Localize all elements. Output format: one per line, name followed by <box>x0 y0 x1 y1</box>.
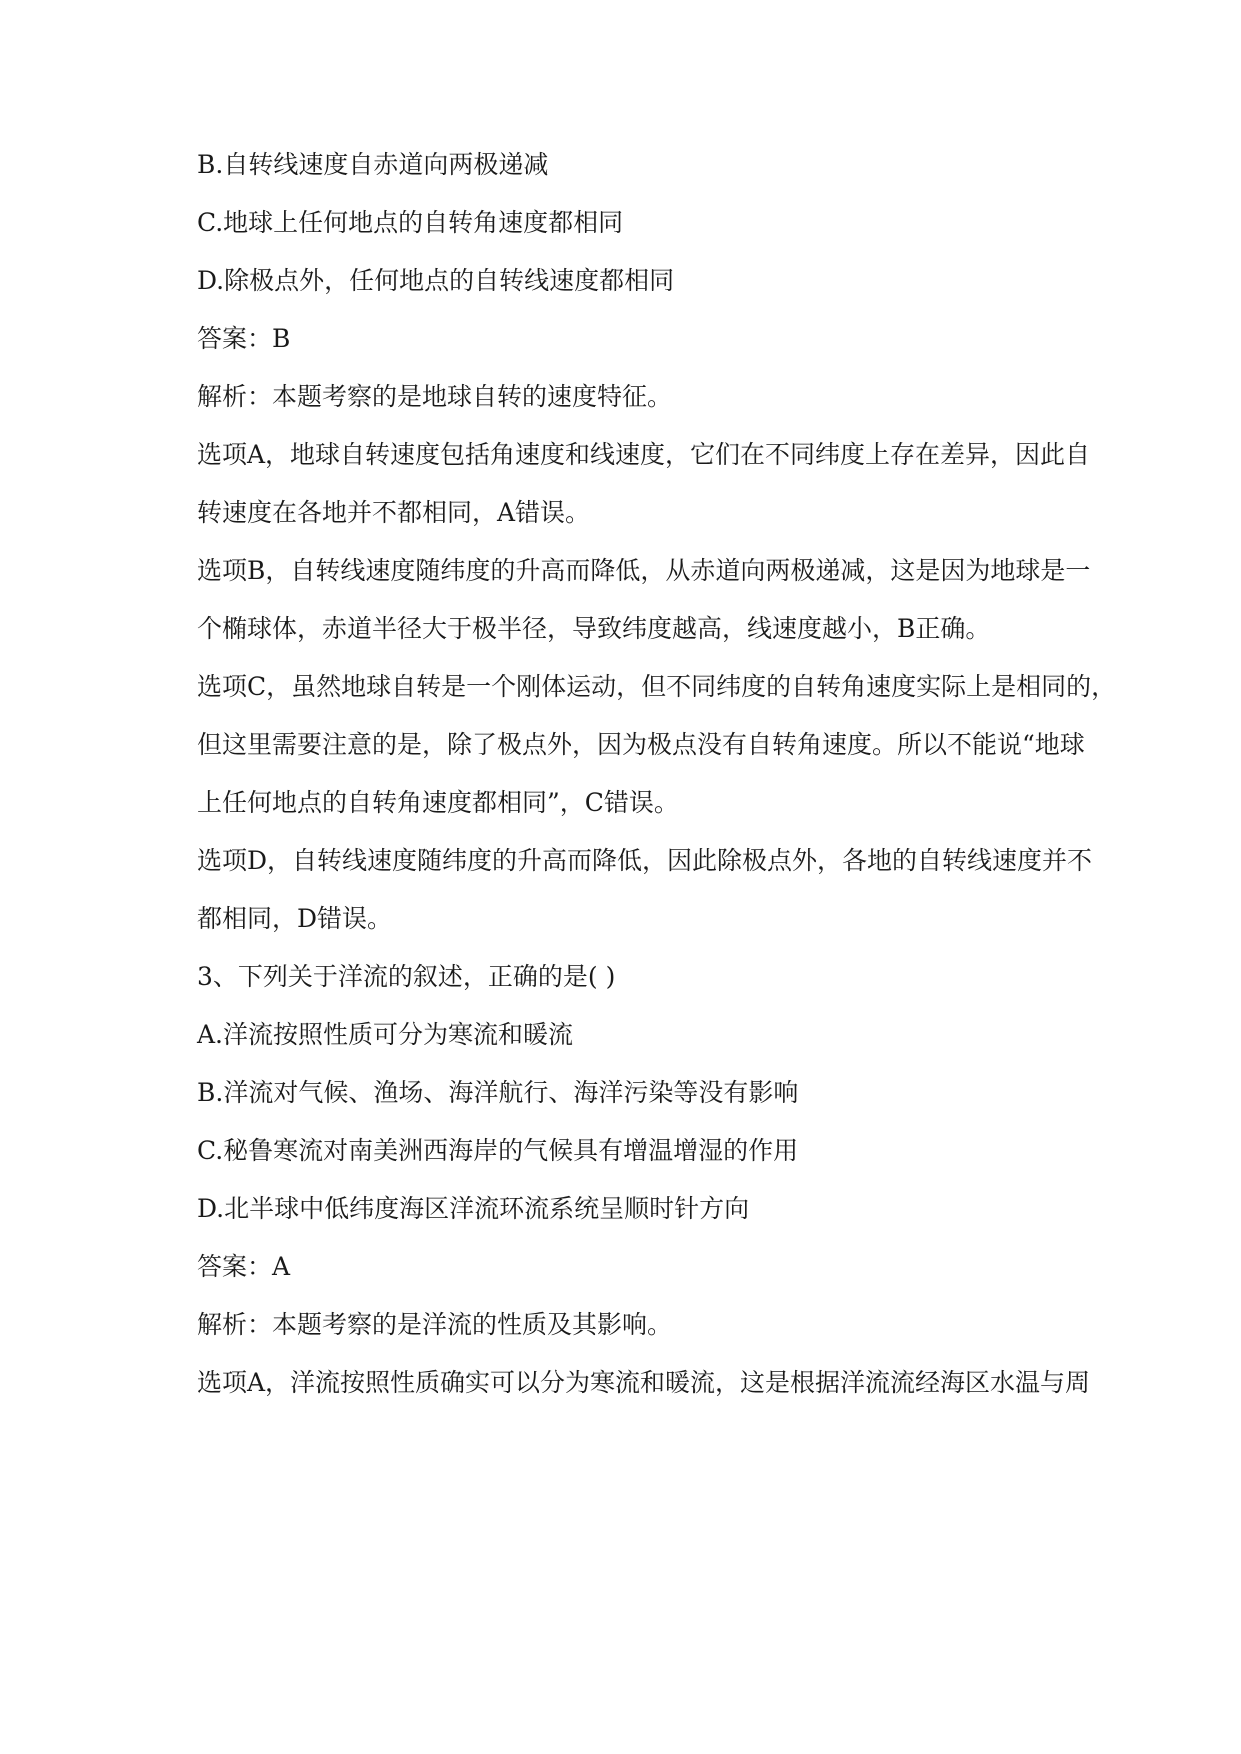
analysis-line: 解析：本题考察的是洋流的性质及其影响。 <box>197 1310 673 1339</box>
question-line: 3、下列关于洋流的叙述，正确的是( ) <box>197 962 616 991</box>
paragraph-line: 个椭球体，赤道半径大于极半径，导致纬度越高，线速度越小，B正确。 <box>197 614 991 643</box>
answer-line: 答案：A <box>197 1252 291 1281</box>
analysis-line: 解析：本题考察的是地球自转的速度特征。 <box>197 382 673 411</box>
paragraph-line: 上任何地点的自转角速度都相同”，C错误。 <box>197 788 679 817</box>
option-b-line: B.自转线速度自赤道向两极递减 <box>197 150 549 179</box>
option-c-line: C.秘鲁寒流对南美洲西海岸的气候具有增温增湿的作用 <box>197 1136 799 1165</box>
answer-line: 答案：B <box>197 324 291 353</box>
paragraph-line: 都相同，D错误。 <box>197 904 393 933</box>
option-c-line: C.地球上任何地点的自转角速度都相同 <box>197 208 624 237</box>
option-a-line: A.洋流按照性质可分为寒流和暖流 <box>197 1020 574 1049</box>
option-d-line: D.北半球中低纬度海区洋流环流系统呈顺时针方向 <box>197 1194 750 1223</box>
paragraph-line: 选项D，自转线速度随纬度的升高而降低，因此除极点外，各地的自转线速度并不 <box>197 846 1093 875</box>
paragraph-line: 选项B，自转线速度随纬度的升高而降低，从赤道向两极递减，这是因为地球是一 <box>197 556 1091 585</box>
paragraph-line: 选项A，地球自转速度包括角速度和线速度，它们在不同纬度上存在差异，因此自 <box>197 440 1091 469</box>
paragraph-line: 选项C，虽然地球自转是一个刚体运动，但不同纬度的自转角速度实际上是相同的， <box>197 672 1117 701</box>
option-d-line: D.除极点外，任何地点的自转线速度都相同 <box>197 266 675 295</box>
paragraph-line: 但这里需要注意的是，除了极点外，因为极点没有自转角速度。所以不能说“地球 <box>197 730 1085 759</box>
paragraph-line: 转速度在各地并不都相同，A错误。 <box>197 498 591 527</box>
paragraph-line: 选项A，洋流按照性质确实可以分为寒流和暖流，这是根据洋流流经海区水温与周 <box>197 1368 1091 1397</box>
option-b-line: B.洋流对气候、渔场、海洋航行、海洋污染等没有影响 <box>197 1078 799 1107</box>
